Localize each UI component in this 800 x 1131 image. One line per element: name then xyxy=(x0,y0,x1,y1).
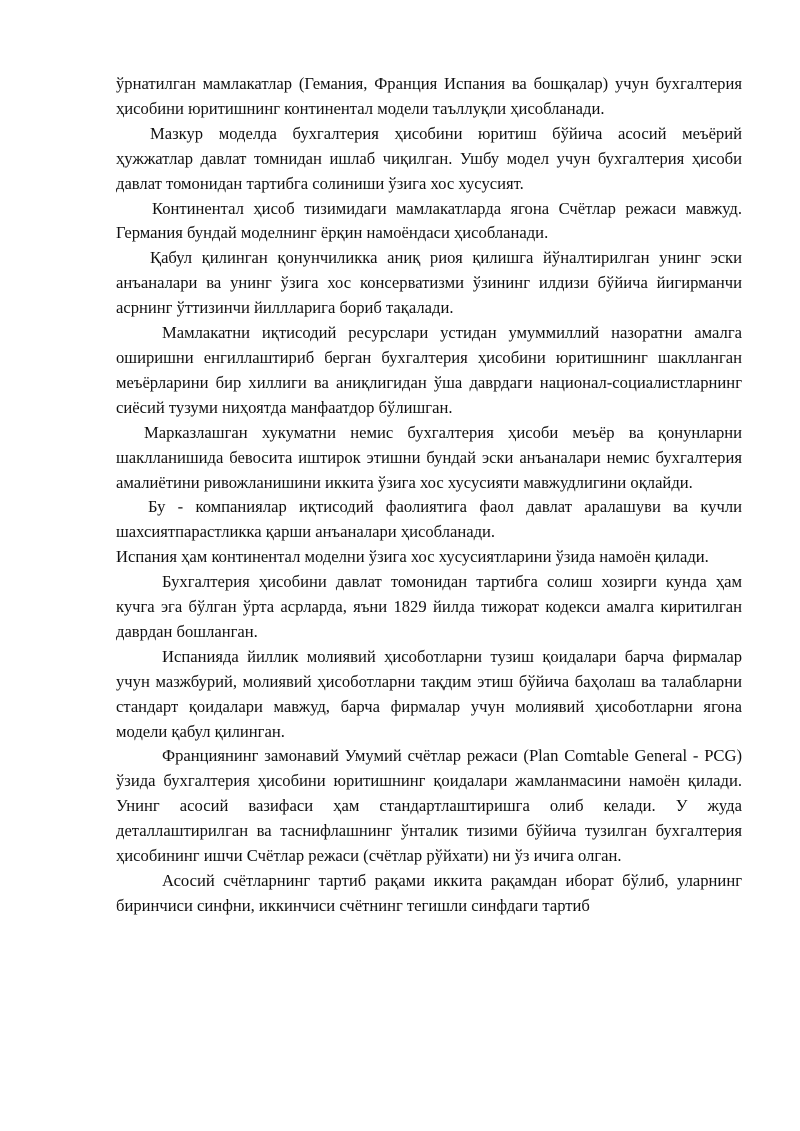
paragraph-spain-reporting-rules: Испанияда йиллик молиявий ҳисоботларни тузиш қоидалари барча фирмалар учун мазжбурий, молиявий ҳисоботларни тақдим этиш бўйича баҳолаш ва талабларни стандарт қоидалари мавжуд, барча фирмалар учун молиявий ҳисоботларни ягона модели қабул қилинган. xyxy=(116,646,742,741)
paragraph-national-control: Мамлакатни иқтисодий ресурслари устидан умуммиллий назоратни амалга оширишни енгиллаштириб берган бухгалтерия ҳисобини юритишнинг шаклланган меъёрларини бир хиллиги ва аниқлигидан ўша даврдаги национал-социалистларнинг сиёсий тузуми ниҳоятда манфаатдор бўлишган. xyxy=(116,323,742,417)
paragraph-state-intervention: Бу - компаниялар иқтисодий фаолиятига фаол давлат аралашуви ва кучли шахсиятпарастликка қарши анъаналари ҳисобланади. xyxy=(116,497,742,542)
paragraph-centralized-government: Марказлашган хукуматни немис бухгалтерия ҳисоби меъёр ва қонунларни шаклланишида бевосита иштирок этишни бундай эски анъаналари немис бухгалтерия амалиётини ривожланишини иккита ўзига хос хусусияти мавжудлигини оқлайди. xyxy=(116,422,742,492)
paragraph-chart-of-accounts: Континентал ҳисоб тизимидаги мамлакатларда ягона Счётлар режаси мавжуд. Германия бундай моделнинг ёрқин намоёндаси ҳисобланади. xyxy=(116,198,742,243)
paragraph-spain-model: Испания ҳам континентал моделни ўзига хос хусусиятларини ўзида намоён қилади. xyxy=(116,547,709,567)
paragraph-account-numbering: Асосий счётларнинг тартиб рақами иккита рақамдан иборат бўлиб, уларнинг биринчиси синфни, иккинчиси счётнинг тегишли синфдаги тартиб xyxy=(116,871,742,915)
paragraph-france-pcg: Франциянинг замонавий Умумий счётлар режаси (Plan Comtable General - PCG) ўзида бухгалтерия ҳисобини юритишнинг қоидалари жамланмасини намоён қилади. Унинг асосий вазифаси ҳам стандартлаштиришга олиб келади. У жуда деталлаштирилган ва таснифлашнинг ўнталик тизими бўйича тузилган бухгалтерия ҳисобининг ишчи Счётлар режаси (счётлар рўйхати) ни ўз ичига олган. xyxy=(116,746,742,866)
paragraph-continental-model-intro: ўрнатилган мамлакатлар (Гемания, Франция Испания ва бошқалар) учун бухгалтерия ҳисобини юритишнинг континентал модели таъллуқли ҳисобланади. xyxy=(116,74,742,118)
paragraph-conservatism: Қабул қилинган қонунчиликка аниқ риоя қилишга йўналтирилган унинг эски анъаналари ва унинг ўзига хос консерватизми ўзининг илдизи бўйича йигирманчи асрнинг ўттизинчи йиллларига бориб тақалади. xyxy=(116,248,742,318)
paragraph-state-regulation: Мазкур моделда бухгалтерия ҳисобини юритиш бўйича асосий меъёрий ҳужжатлар давлат томнидан ишлаб чиқилган. Ушбу модел учун бухгалтерия ҳисоби давлат томонидан тартибга солиниши ўзига хос хусусият. xyxy=(116,123,742,193)
document-body xyxy=(116,72,742,919)
paragraph-commercial-code-1829: Бухгалтерия ҳисобини давлат томонидан тартибга солиш хозирги кунда ҳам кучга эга бўлган ўрта асрларда, яъни 1829 йилда тижорат кодекси амалга киритилган даврдан бошланган. xyxy=(116,572,742,641)
